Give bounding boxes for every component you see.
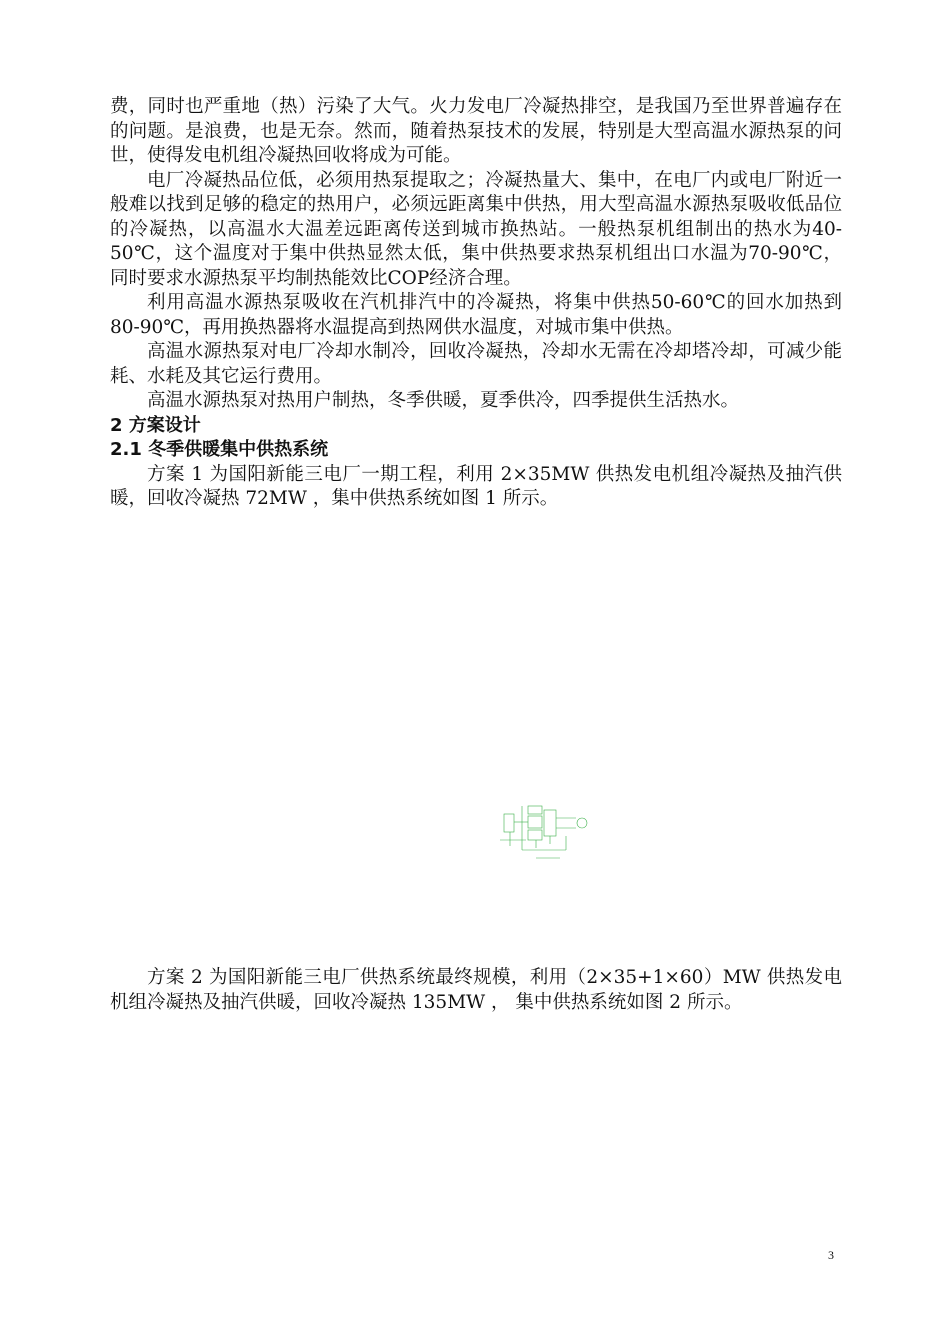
diagram-turbine [504, 814, 514, 832]
subsection-heading: 2.1 冬季供暖集中供热系统 [110, 439, 329, 460]
scheme-1-paragraph: 方案 1 为国阳新能三电厂一期工程，利用 2×35MW 供热发电机组冷凝热及抽汽供暖，回收冷凝热 72MW ，集中供热系统如图 1 所示。 [110, 463, 842, 509]
paragraph-1: 费，同时也严重地（热）污染了大气。火力发电厂冷凝热排空，是我国乃至世界普遍存在的问题。是浪费，也是无奈。然而，随着热泵技术的发展，特别是大型高温水源热泵的问世，使得发电机组冷凝热回收将成为可能。 [110, 96, 842, 166]
diagram-pump [577, 818, 587, 828]
figure-1-system-diagram [496, 800, 596, 862]
page-number: 3 [828, 1248, 834, 1262]
diagram-box-top [528, 806, 542, 814]
paragraph-3: 利用高温水源热泵吸收在汽机排汽中的冷凝热，将集中供热50-60℃的回水加热到80-90℃，再用换热器将水温提高到热网供水温度，对城市集中供热。 [110, 292, 842, 338]
paragraph-2: 电厂冷凝热品位低，必须用热泵提取之；冷凝热量大、集中，在电厂内或电厂附近一般难以找到足够的稳定的热用户，必须远距离集中供热，用大型高温水源热泵吸收低品位的冷凝热，以高温水大温差远距离传送到城市换热站。一般热泵机组制出的热水为40-50℃，这个温度对于集中供热显然太低，集中供热要求热泵机组出口水温为70-90℃， 同时要求水源热泵平均制热能效比COP经济合理。 [110, 169, 842, 289]
paragraph-4: 高温水源热泵对电厂冷却水制冷，回收冷凝热，冷却水无需在冷却塔冷却，可减少能耗、水耗及其它运行费用。 [110, 341, 842, 387]
diagram-box-middle [528, 816, 542, 828]
scheme-2-paragraph: 方案 2 为国阳新能三电厂供热系统最终规模，利用（2×35+1×60）MW 供热发电机组冷凝热及抽汽供暖，回收冷凝热 135MW ， 集中供热系统如图 2 所示。 [110, 967, 842, 1013]
paragraph-5: 高温水源热泵对热用户制热，冬季供暖，夏季供冷，四季提供生活热水。 [147, 390, 740, 411]
text-block-bottom [110, 966, 842, 1015]
section-heading: 2 方案设计 [110, 414, 201, 436]
diagram-box-lower [528, 830, 542, 840]
diagram-heat-pump [544, 810, 556, 836]
text-block-top [110, 95, 842, 512]
